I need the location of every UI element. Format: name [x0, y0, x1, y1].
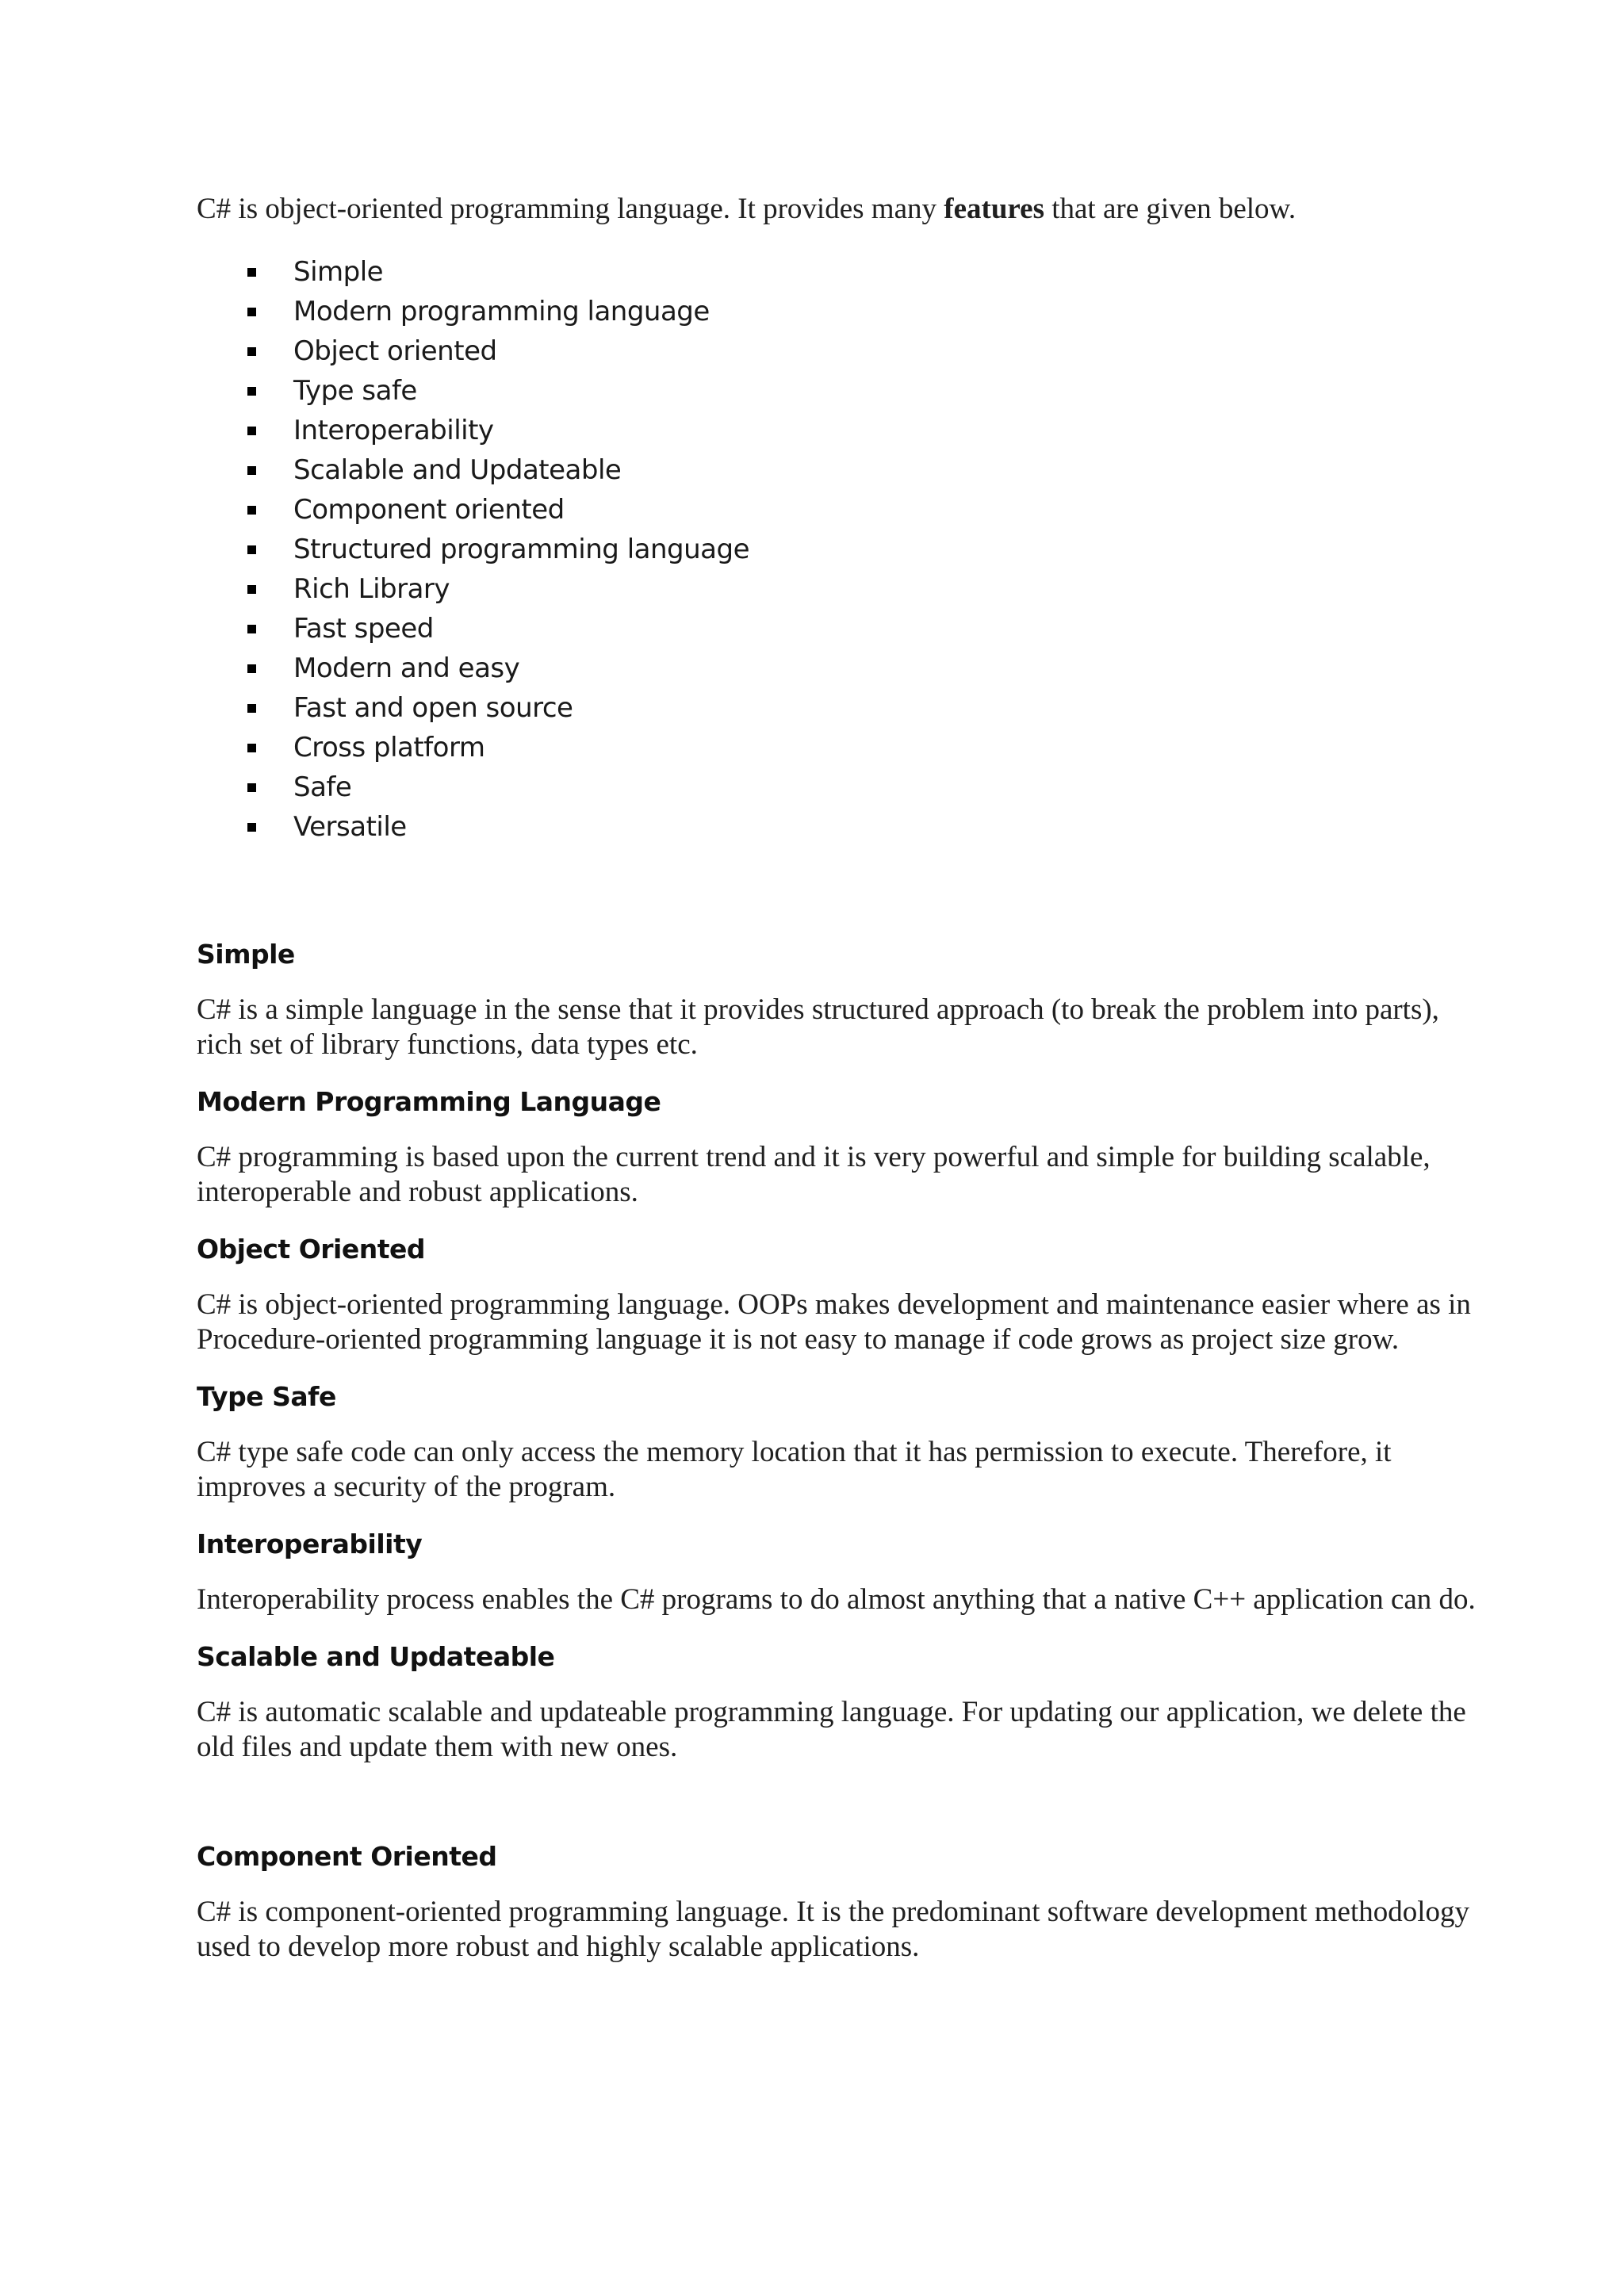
feature-list-item: Safe — [247, 767, 1481, 807]
square-bullet-icon — [247, 664, 256, 673]
feature-list-item: Scalable and Updateable — [247, 450, 1481, 490]
square-bullet-icon — [247, 585, 256, 594]
section-scalable-and-updateable — [197, 1641, 1481, 1765]
section-interoperability — [197, 1529, 1481, 1617]
section-heading: Type Safe — [197, 1381, 336, 1412]
feature-list-item: Cross platform — [247, 728, 1481, 767]
section-heading: Object Oriented — [197, 1234, 425, 1265]
section-simple — [197, 939, 1481, 1062]
feature-list-item: Interoperability — [247, 411, 1481, 450]
intro-paragraph — [197, 192, 1481, 227]
square-bullet-icon — [247, 625, 256, 633]
square-bullet-icon — [247, 268, 256, 277]
feature-list-item: Fast speed — [247, 609, 1481, 649]
section-body: C# type safe code can only access the memory location that it has permission to execute. Therefore, it improves a security of the program. — [197, 1436, 1392, 1503]
square-bullet-icon — [247, 466, 256, 475]
feature-list-item: Modern and easy — [247, 649, 1481, 688]
feature-list-item: Simple — [247, 252, 1481, 292]
feature-list-item: Modern programming language — [247, 292, 1481, 331]
square-bullet-icon — [247, 308, 256, 316]
section-body: C# programming is based upon the current trend and it is very powerful and simple for building scalable, interoperable and robust applications. — [197, 1141, 1431, 1208]
feature-list-item: Object oriented — [247, 331, 1481, 371]
section-heading: Simple — [197, 939, 295, 970]
section-object-oriented — [197, 1234, 1481, 1357]
feature-list-item: Fast and open source — [247, 688, 1481, 728]
feature-sections — [197, 939, 1481, 1965]
feature-list-item: Versatile — [247, 807, 1481, 847]
square-bullet-icon — [247, 823, 256, 832]
feature-list-item: Type safe — [247, 371, 1481, 411]
feature-list — [197, 252, 1481, 847]
section-heading: Interoperability — [197, 1529, 423, 1559]
section-type-safe — [197, 1381, 1481, 1505]
section-heading: Component Oriented — [197, 1841, 497, 1872]
section-heading: Scalable and Updateable — [197, 1641, 555, 1672]
section-body: Interoperability process enables the C# programs to do almost anything that a native C++ application can do. — [197, 1583, 1476, 1616]
feature-list-item: Component oriented — [247, 490, 1481, 530]
square-bullet-icon — [247, 704, 256, 713]
section-component-oriented — [197, 1841, 1481, 1965]
square-bullet-icon — [247, 347, 256, 356]
section-modern-programming-language — [197, 1086, 1481, 1210]
intro-bold-term: features — [944, 193, 1044, 225]
square-bullet-icon — [247, 387, 256, 396]
section-body: C# is automatic scalable and updateable programming language. For updating our application, we delete the old files and update them with new ones. — [197, 1696, 1466, 1763]
document-content — [197, 192, 1481, 1988]
square-bullet-icon — [247, 506, 256, 515]
section-body: C# is a simple language in the sense that it provides structured approach (to break the problem into parts), rich set of library functions, data types etc. — [197, 993, 1439, 1061]
square-bullet-icon — [247, 545, 256, 554]
square-bullet-icon — [247, 744, 256, 752]
square-bullet-icon — [247, 427, 256, 435]
square-bullet-icon — [247, 783, 256, 792]
intro-text-before: C# is object-oriented programming language. It provides many — [197, 193, 944, 225]
feature-list-item: Rich Library — [247, 569, 1481, 609]
section-body: C# is component-oriented programming language. It is the predominant software development methodology used to develop more robust and highly scalable applications. — [197, 1896, 1470, 1963]
intro-text-after: that are given below. — [1044, 193, 1297, 225]
feature-list-item: Structured programming language — [247, 530, 1481, 569]
section-body: C# is object-oriented programming language. OOPs makes development and maintenance easier where as in Procedure-oriented programming language it is not easy to manage if code grows as project size grow. — [197, 1288, 1471, 1356]
section-heading: Modern Programming Language — [197, 1086, 661, 1117]
